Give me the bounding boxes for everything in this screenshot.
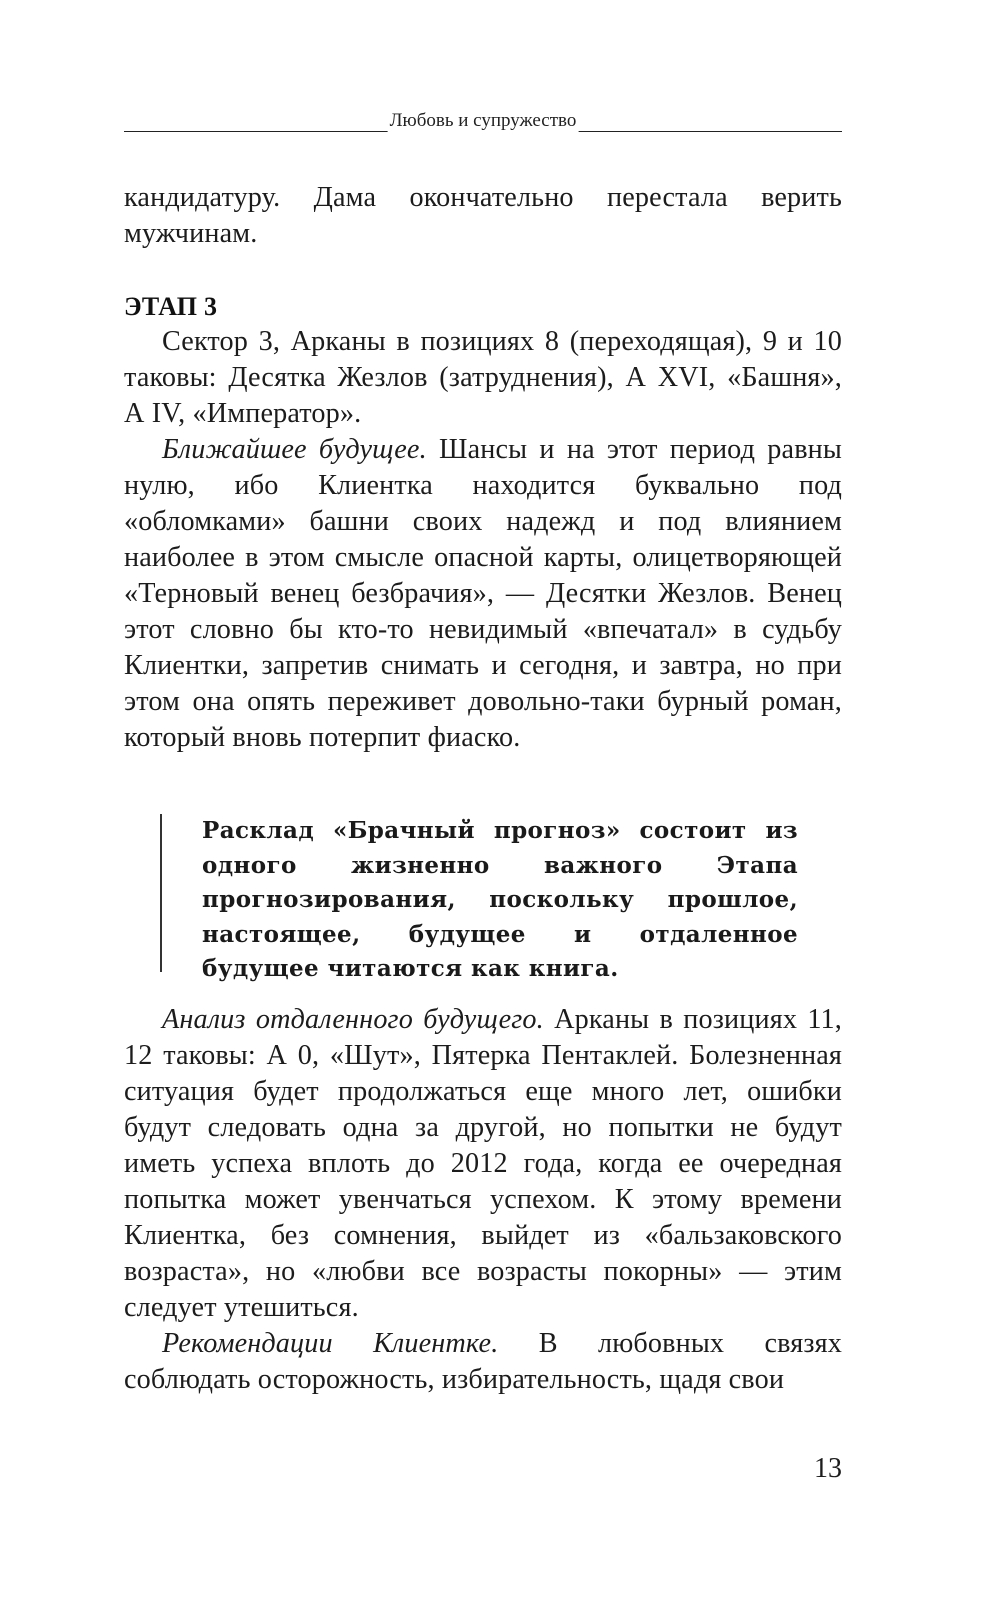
text-block-continued: [124, 180, 842, 252]
text-block-stage: [124, 324, 842, 756]
callout-box: [160, 814, 802, 982]
paragraph-far-future: [124, 1002, 842, 1326]
paragraph-recommendations-lead: Рекомендации Клиентке.: [162, 1328, 499, 1359]
paragraph-far-future-lead: Анализ отдаленного будущего.: [162, 1004, 544, 1035]
paragraph-near-future-lead: Ближайшее будущее.: [162, 434, 427, 465]
paragraph-recommendations: [124, 1326, 842, 1398]
paragraph-far-future-text: Арканы в позициях 11, 12 таковы: А 0, «Шут», Пятерка Пентаклей. Болезненная ситуация будет продолжаться еще много лет, ошибки будут следовать одна за другой, но попытки не будут иметь успеха вплоть до 2012 года, когда ее очередная попытка может увенчаться успехом. К этому времени Клиентка, без сомнения, выйдет из «бальзаковского возраста», но «любви все возрасты покорны» — этим следует утешиться.: [124, 1004, 842, 1323]
paragraph-continued: кандидатуру. Дама окончательно перестала верить мужчинам.: [124, 182, 842, 249]
running-head-title: Любовь и супружество: [389, 110, 577, 131]
stage-heading: ЭТАП 3: [124, 292, 218, 321]
text-block-analysis: [124, 1002, 842, 1398]
paragraph-sector: [124, 324, 842, 432]
paragraph-recommendations-text: В любовных связях соблюдать осторожность, избирательность, щадя свои: [124, 1328, 842, 1395]
paragraph-near-future-text: Шансы и на этот период равны нулю, ибо Клиентка находится буквально под «обломками» башни своих надежд и под влиянием наиболее в этом смысле опасной карты, олицетворяющей «Терновый венец безбрачия», — Десятки Жезлов. Венец этот словно бы кто-то невидимый «впечатал» в судьбу Клиентки, запретив снимать и сегодня, и завтра, но при этом она опять переживет довольно-таки бурный роман, который вновь потерпит фиаско.: [124, 434, 842, 753]
paragraph-sector-text: Сектор 3, Арканы в позициях 8 (переходящая), 9 и 10 таковы: Десятка Жезлов (затруднения), А XVI, «Башня», А IV, «Император».: [124, 326, 842, 429]
page-number: 13: [814, 1453, 842, 1484]
running-head: [124, 104, 842, 138]
paragraph-near-future: [124, 432, 842, 756]
callout-text: Расклад «Брачный прогноз» состоит из одного жизненно важного Этапа прогнозирования, поскольку прошлое, настоящее, будущее и отдаленное будущее читаются как книга.: [202, 817, 798, 982]
